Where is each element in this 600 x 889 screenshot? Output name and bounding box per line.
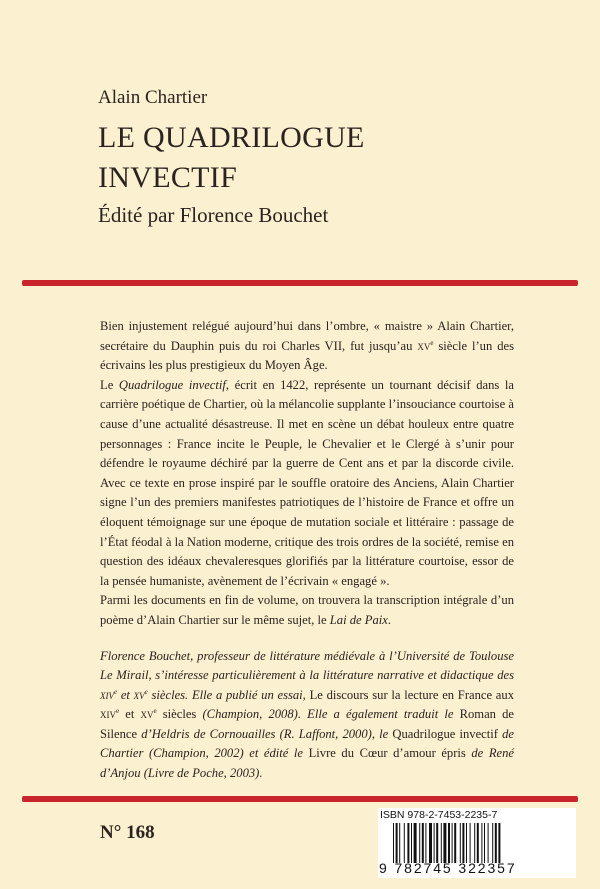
work-title: Lai de Paix [329, 612, 388, 627]
book-title [98, 118, 365, 198]
superscript: e [153, 707, 157, 716]
text-run: Bien injustement relégué aujourd’hui dans l’ombre, « maistre » Alain Chartier, secrétaire du Dauphin puis du roi Charles VII, fut jusqu’au [100, 319, 514, 353]
text-run: (Champion, 2008). Elle a également traduit le [196, 707, 460, 722]
back-cover-text [100, 317, 514, 784]
barcode-icon [393, 823, 569, 863]
author-name: Alain Chartier [98, 87, 208, 108]
text-run: siècles. Elle a publié un essai, [147, 687, 310, 702]
superscript: e [116, 707, 120, 716]
text-run: , écrit en 1422, représente un tournant décisif dans la carrière poétique de Chartier, où la mélancolie supplante l’insouciance courtoise à cause d’une actualité désastreuse. Il met en scène un débat houleux entre quatre personnages : France incite le Peuple, le Chevalier et le Clergé à s’unir pour défendre le royaume déchiré par la guerre de Cent ans et par la discorde civile. Avec ce texte en prose inspiré par le souffle oratoire des Anciens, Alain Chartier signe l’un des premiers manifestes patriotiques de l’histoire de France et offre un éloquent témoignage sur une époque de mutation sociale et littéraire : passage de l’État féodal à la Nation moderne, critique des trois ordres de la société, remise en question des idéaux chevaleresques glorifiés par la littérature courtoise, essor de la pensée humaniste, avènement de l’écrivain « engagé ». [100, 377, 515, 588]
superscript: e [430, 338, 434, 347]
editor-credit: Édité par Florence Bouchet [98, 203, 329, 227]
text-run: Parmi les documents en fin de volume, on trouvera la transcription intégrale d’un poème d’Alain Chartier sur le même sujet, le [100, 593, 514, 627]
description-paragraph-3 [100, 591, 514, 630]
text-run: . [387, 612, 391, 627]
text-run: Florence Bouchet, professeur de littérature médiévale à l’Université de Toulouse Le Mirail, s’intéresse particulièrement à la littérature narrative et didactique des [100, 648, 514, 683]
work-title: Le discours sur la lecture en France aux [309, 687, 514, 702]
text-run: d’Heldris de Cornouailles (R. Laffont, 2000), le [137, 726, 393, 741]
century-numeral: xv [417, 338, 431, 353]
text-run: de Chartier (Champion, 2002) et édité le [100, 726, 514, 761]
bottom-red-rule [22, 796, 578, 802]
description-paragraph-2 [100, 376, 514, 592]
text-run: siècle l’un des écrivains les plus prestigieux du Moyen Âge. [100, 338, 514, 373]
century-numeral: xiv [100, 707, 116, 722]
isbn-label: ISBN 978-2-7453-2235-7 [380, 809, 498, 821]
title-line-2: INVECTIF [98, 161, 238, 194]
text-run: Le [100, 377, 119, 392]
work-title: et [119, 707, 141, 722]
superscript: e [144, 687, 148, 696]
ean-digits: 9 782745 322357 [379, 860, 517, 876]
superscript: e [114, 687, 118, 696]
text-run: de René d’Anjou (Livre de Poche, 2003). [100, 746, 514, 781]
editor-biography [100, 647, 514, 784]
title-line-1: LE QUADRILOGUE [98, 121, 365, 154]
work-title: siècles [156, 707, 197, 722]
description-paragraph-1 [100, 317, 514, 376]
work-title: Roman de Silence [100, 707, 514, 741]
work-title: Quadrilogue invectif [392, 726, 498, 741]
century-numeral: xv [140, 707, 154, 722]
work-title: Livre du Cœur d’amour épris [308, 746, 466, 761]
century-numeral: xiv [100, 687, 114, 702]
work-title: Quadrilogue invectif [118, 377, 226, 392]
series-number: N° 168 [100, 822, 155, 843]
text-run: et [117, 687, 134, 702]
century-numeral: xv [133, 687, 145, 702]
top-red-rule [22, 280, 578, 286]
